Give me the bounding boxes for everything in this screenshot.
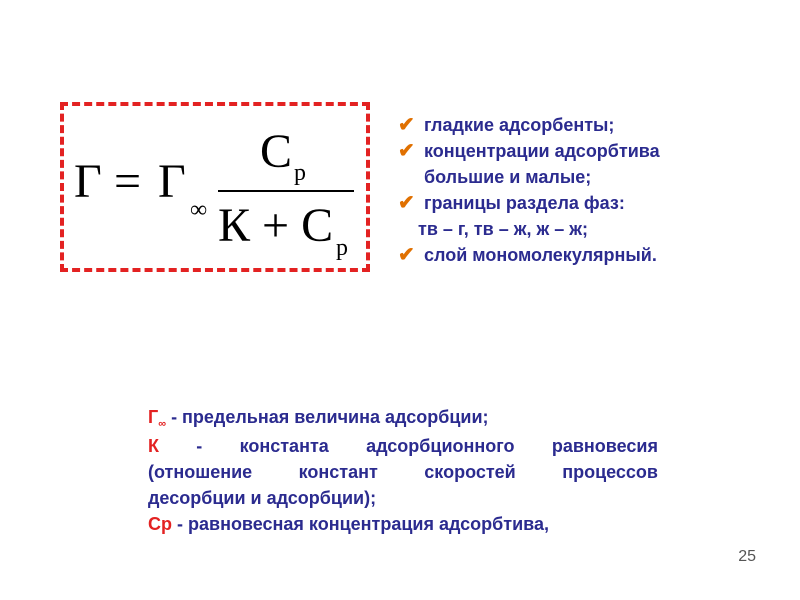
fraction-bar [218,190,354,192]
list-item [396,138,796,164]
k-word: адсорбционного [366,436,515,456]
formula-equals: = [114,155,142,208]
definition-gamma [148,404,658,433]
list-item-text: границы раздела фаз: [424,193,625,213]
conditions-list [396,112,796,268]
definition-text: десорбции и адсорбции); [148,488,377,508]
list-item [396,242,796,268]
check-icon: ✔ [398,244,415,266]
list-item-text: концентрации адсорбтива [424,141,660,161]
gamma-symbol: Г [148,407,159,427]
formula-denominator-sub: p [336,235,348,261]
formula-numerator-sub: p [294,160,306,186]
gamma-infinity-sub: ∞ [158,418,167,430]
definition-k-paren [148,459,658,485]
list-item-text: тв – г, тв – ж, ж – ж; [418,219,588,239]
formula-numerator: C [260,125,293,178]
list-item-continuation [396,216,796,242]
paren-word: процессов [562,462,658,482]
paren-word: скоростей [424,462,516,482]
list-item-text: слой мономолекулярный. [424,245,657,265]
definition-k-end [148,485,658,511]
gamma-definition-text: - предельная величина адсорбции; [166,407,489,427]
k-word: равновесия [551,436,658,456]
cp-symbol: Ср [148,514,172,534]
check-icon: ✔ [398,192,415,214]
list-item-text: большие и малые; [424,167,592,187]
page-number: 25 [738,548,756,565]
paren-word: (отношение [148,462,253,482]
list-item [396,190,796,216]
formula-lhs: Г [74,155,102,208]
check-icon: ✔ [398,114,415,136]
check-icon: ✔ [398,140,415,162]
formula-box [60,102,370,272]
k-word: - [196,436,203,456]
k-symbol: К [148,436,159,456]
formula-gamma: Г [158,155,186,208]
definition-cp [148,511,658,537]
list-item-text: гладкие адсорбенты; [424,115,615,135]
langmuir-formula [64,106,366,268]
list-item [396,112,796,138]
definitions-block [148,404,658,537]
definition-k [148,433,658,459]
k-word: константа [239,436,329,456]
list-item-continuation [396,164,796,190]
formula-denominator: К + C [218,199,334,252]
formula-infinity-sub: ∞ [190,197,208,223]
paren-word: констант [298,462,378,482]
cp-definition-text: - равновесная концентрация адсорбтива, [172,514,550,534]
